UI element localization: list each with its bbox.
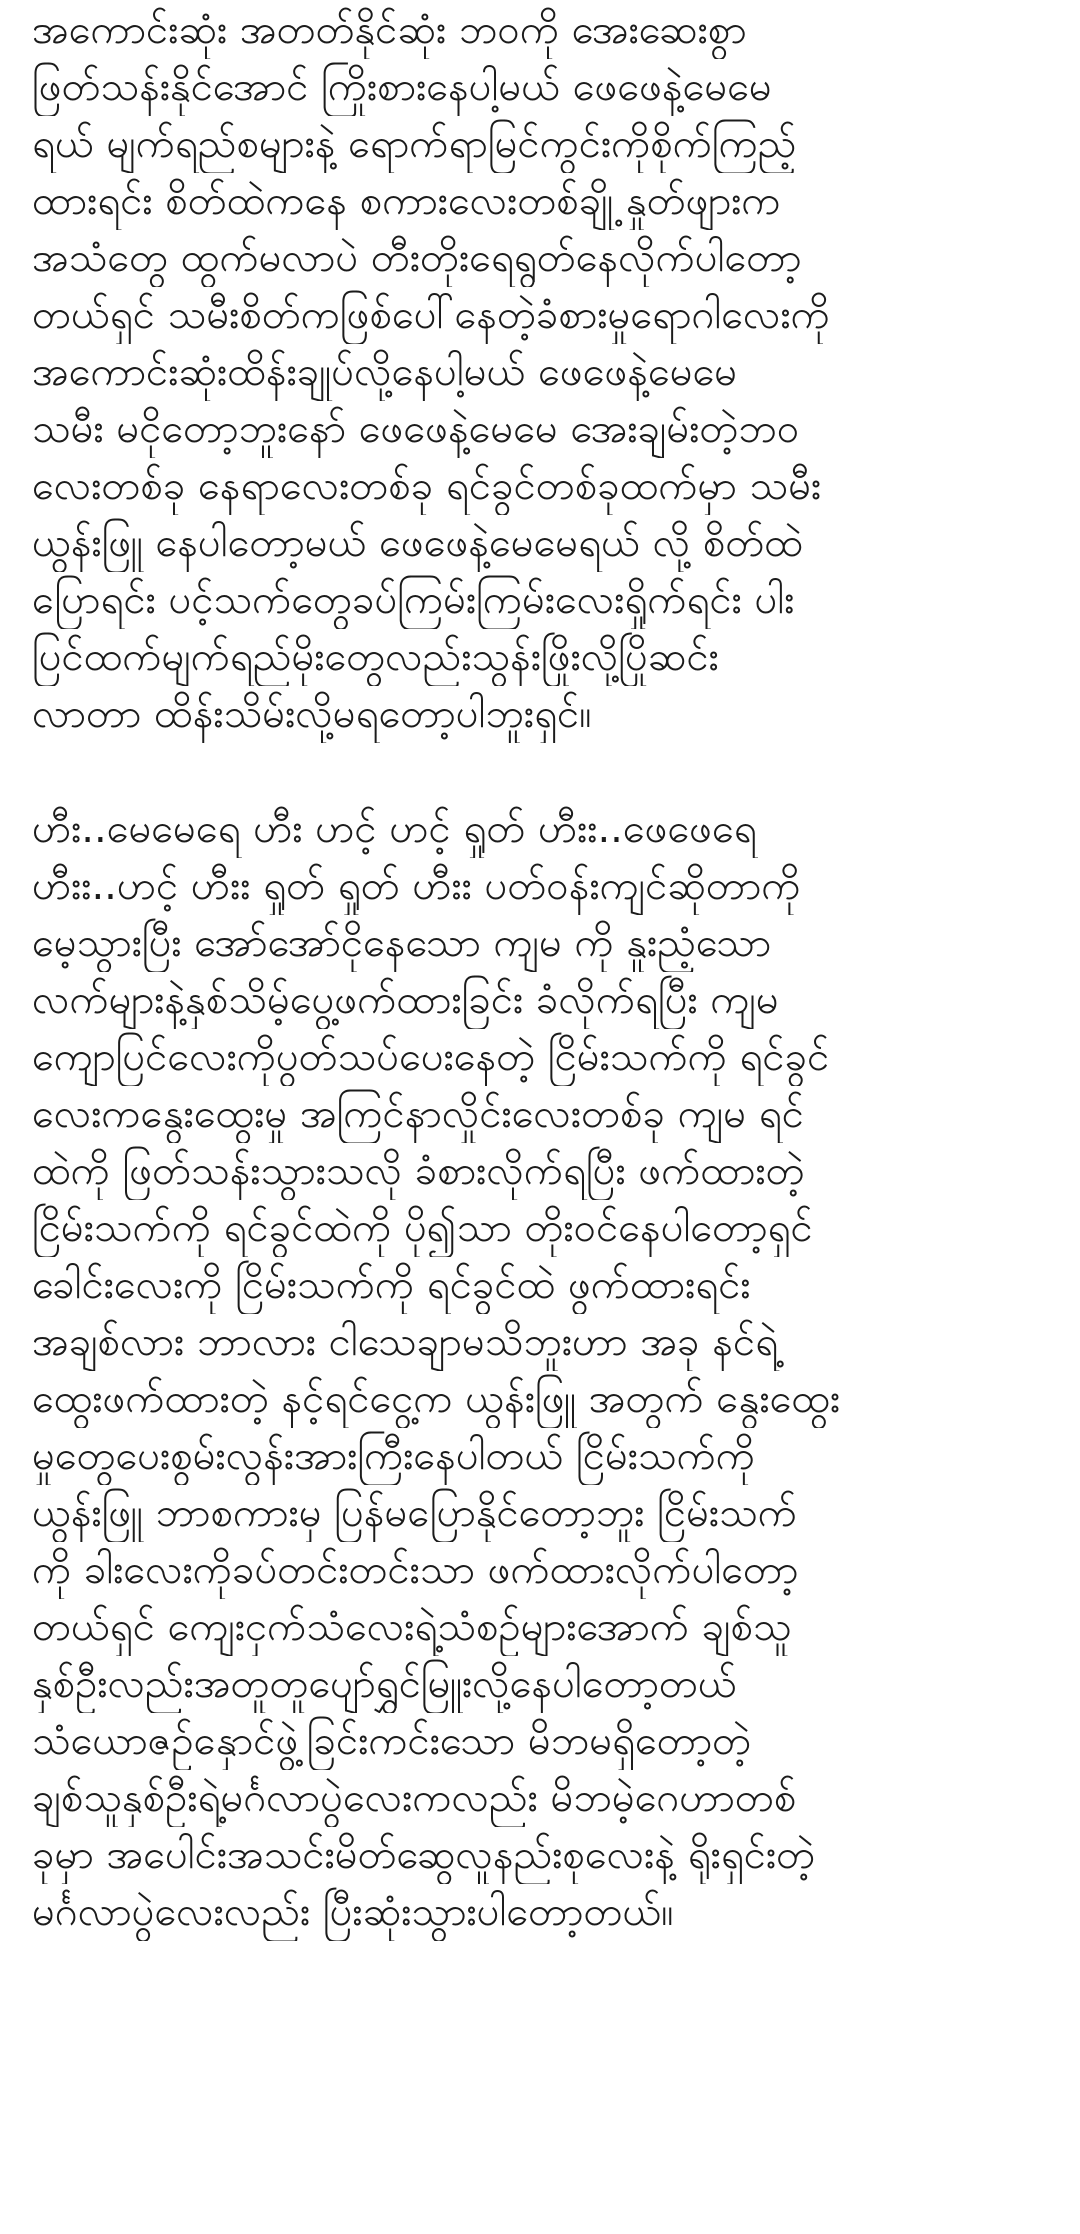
text-line: နှစ်ဦးလည်းအတူတူပျော်ရွှင်မြူးလို့နေပါတော့တယ် — [32, 1661, 737, 1707]
text-line: အချစ်လား ဘာလား ငါသေချာမသိဘူးဟာ အခု နင်ရဲ့ — [32, 1319, 779, 1365]
text-line: ဟီး..မေမေရေ ဟီး ဟင့် ဟင့် ရှုတ် ဟီးး..ဖေဖေရေ — [32, 806, 757, 852]
text-line: အသံတွေ ထွက်မလာပဲ တီးတိုးရေရွတ်နေလိုက်ပါတော့ — [32, 235, 802, 281]
paragraph-2 — [32, 801, 1056, 1941]
text-line: မှုတွေပေးစွမ်းလွန်းအားကြီးနေပါတယ် ငြိမ်းသက်ကို — [32, 1433, 755, 1479]
text-line: ခုမှာ အပေါင်းအသင်းမိတ်ဆွေလူနည်းစုလေးနဲ့ ရိုးရှင်းတဲ့ — [32, 1832, 816, 1878]
text-line: ခေါင်းလေးကို ငြိမ်းသက်ကို ရင်ခွင်ထဲ ဖွက်ထားရင်း — [32, 1262, 751, 1308]
text-line: ယွန်းဖြူ ဘာစကားမှ ပြန်မပြောနိုင်တော့ဘူး ငြိမ်းသက် — [32, 1490, 797, 1536]
text-line: လက်များနဲ့နှစ်သိမ့်ပွေ့ဖက်ထားခြင်း ခံလိုက်ရပြီး ကျမ — [32, 977, 779, 1023]
paragraph-1 — [32, 0, 1056, 743]
text-line: လေးကနွေးထွေးမှု အကြင်နာလှိုင်းလေးတစ်ခု ကျမ ရင် — [32, 1091, 804, 1137]
text-line: မင်္ဂလာပွဲလေးလည်း ပြီးဆုံးသွားပါတော့တယ်။ — [32, 1889, 674, 1935]
text-line: ငြိမ်းသက်ကို ရင်ခွင်ထဲကို ပို၍သာ တိုးဝင်နေပါတော့ရှင် — [32, 1205, 813, 1251]
text-line: ကျောပြင်လေးကိုပွတ်သပ်ပေးနေတဲ့ ငြိမ်းသက်ကို ရင်ခွင် — [32, 1034, 830, 1080]
text-line: ပြင်ထက်မျက်ရည်မိုးတွေလည်းသွန်းဖြိုးလို့ပြိုဆင်း — [32, 634, 719, 680]
text-line: တယ်ရှင် ကျေးငှက်သံလေးရဲ့သံစဉ်များအောက် ချစ်သူ — [32, 1604, 792, 1650]
text-line: လာတာ ထိန်းသိမ်းလို့မရတော့ပါဘူးရှင်။ — [32, 691, 592, 737]
text-line: အကောင်းဆုံးထိန်းချုပ်လို့နေပါ့မယ် ဖေဖေနဲ့မေမေ — [32, 349, 738, 395]
text-line: ဖြတ်သန်းနိုင်အောင် ကြိုးစားနေပါ့မယ် ဖေဖေနဲ့မေမေ — [32, 64, 772, 110]
text-line: ထားရင်း စိတ်ထဲကနေ စကားလေးတစ်ချို့ နှုတ်ဖျားက — [32, 178, 781, 224]
text-line: တယ်ရှင် သမီးစိတ်ကဖြစ်ပေါ်နေတဲ့ခံစားမှုရောဂါလေးကို — [32, 292, 830, 338]
text-line: သမီး မငိုတော့ဘူးနော် ဖေဖေနဲ့မေမေ အေးချမ်းတဲ့ဘဝ — [32, 406, 800, 452]
text-line: သံယောဇဉ်နှောင်ဖွဲ့ခြင်းကင်းသော မိဘမရှိတော့တဲ့ — [32, 1718, 752, 1764]
text-line: လေးတစ်ခု နေရာလေးတစ်ခု ရင်ခွင်တစ်ခုထက်မှာ သမီး — [32, 463, 822, 509]
text-line: ဟီးး..ဟင့် ဟီးး ရှုတ် ရှုတ် ဟီးး ပတ်ဝန်းကျင်ဆိုတာကို — [32, 863, 801, 909]
text-line: မေ့သွားပြီး အော်အော်ငိုနေသော ကျမ ကို နူးညံ့သော — [32, 920, 772, 966]
text-line: ကို ခါးလေးကိုခပ်တင်းတင်းသာ ဖက်ထားလိုက်ပါတော့ — [32, 1547, 799, 1593]
text-line: ပြောရင်း ပင့်သက်တွေခပ်ကြမ်းကြမ်းလေးရှိုက်ရင်း ပါး — [32, 577, 795, 623]
text-line: ချစ်သူနှစ်ဦးရဲ့မင်္ဂလာပွဲလေးကလည်း မိဘမဲ့ဂေဟာတစ် — [32, 1775, 797, 1821]
text-line: ထဲကို ဖြတ်သန်းသွားသလို ခံစားလိုက်ရပြီး ဖက်ထားတဲ့ — [32, 1148, 805, 1194]
text-line: ရယ် မျက်ရည်စများနဲ့ ရောက်ရာမြင်ကွင်းကိုစိုက်ကြည့် — [32, 121, 797, 167]
text-line: အကောင်းဆုံး အတတ်နိုင်ဆုံး ဘဝကို အေးဆေးစွာ — [32, 7, 747, 53]
text-line: ထွေးဖက်ထားတဲ့ နင့်ရင်ငွေ့က ယွန်းဖြူ အတွက် နွေးထွေး — [32, 1376, 841, 1422]
text-line: ယွန်းဖြူ နေပါတော့မယ် ဖေဖေနဲ့မေမေရယ် လို့ စိတ်ထဲ — [32, 520, 803, 566]
